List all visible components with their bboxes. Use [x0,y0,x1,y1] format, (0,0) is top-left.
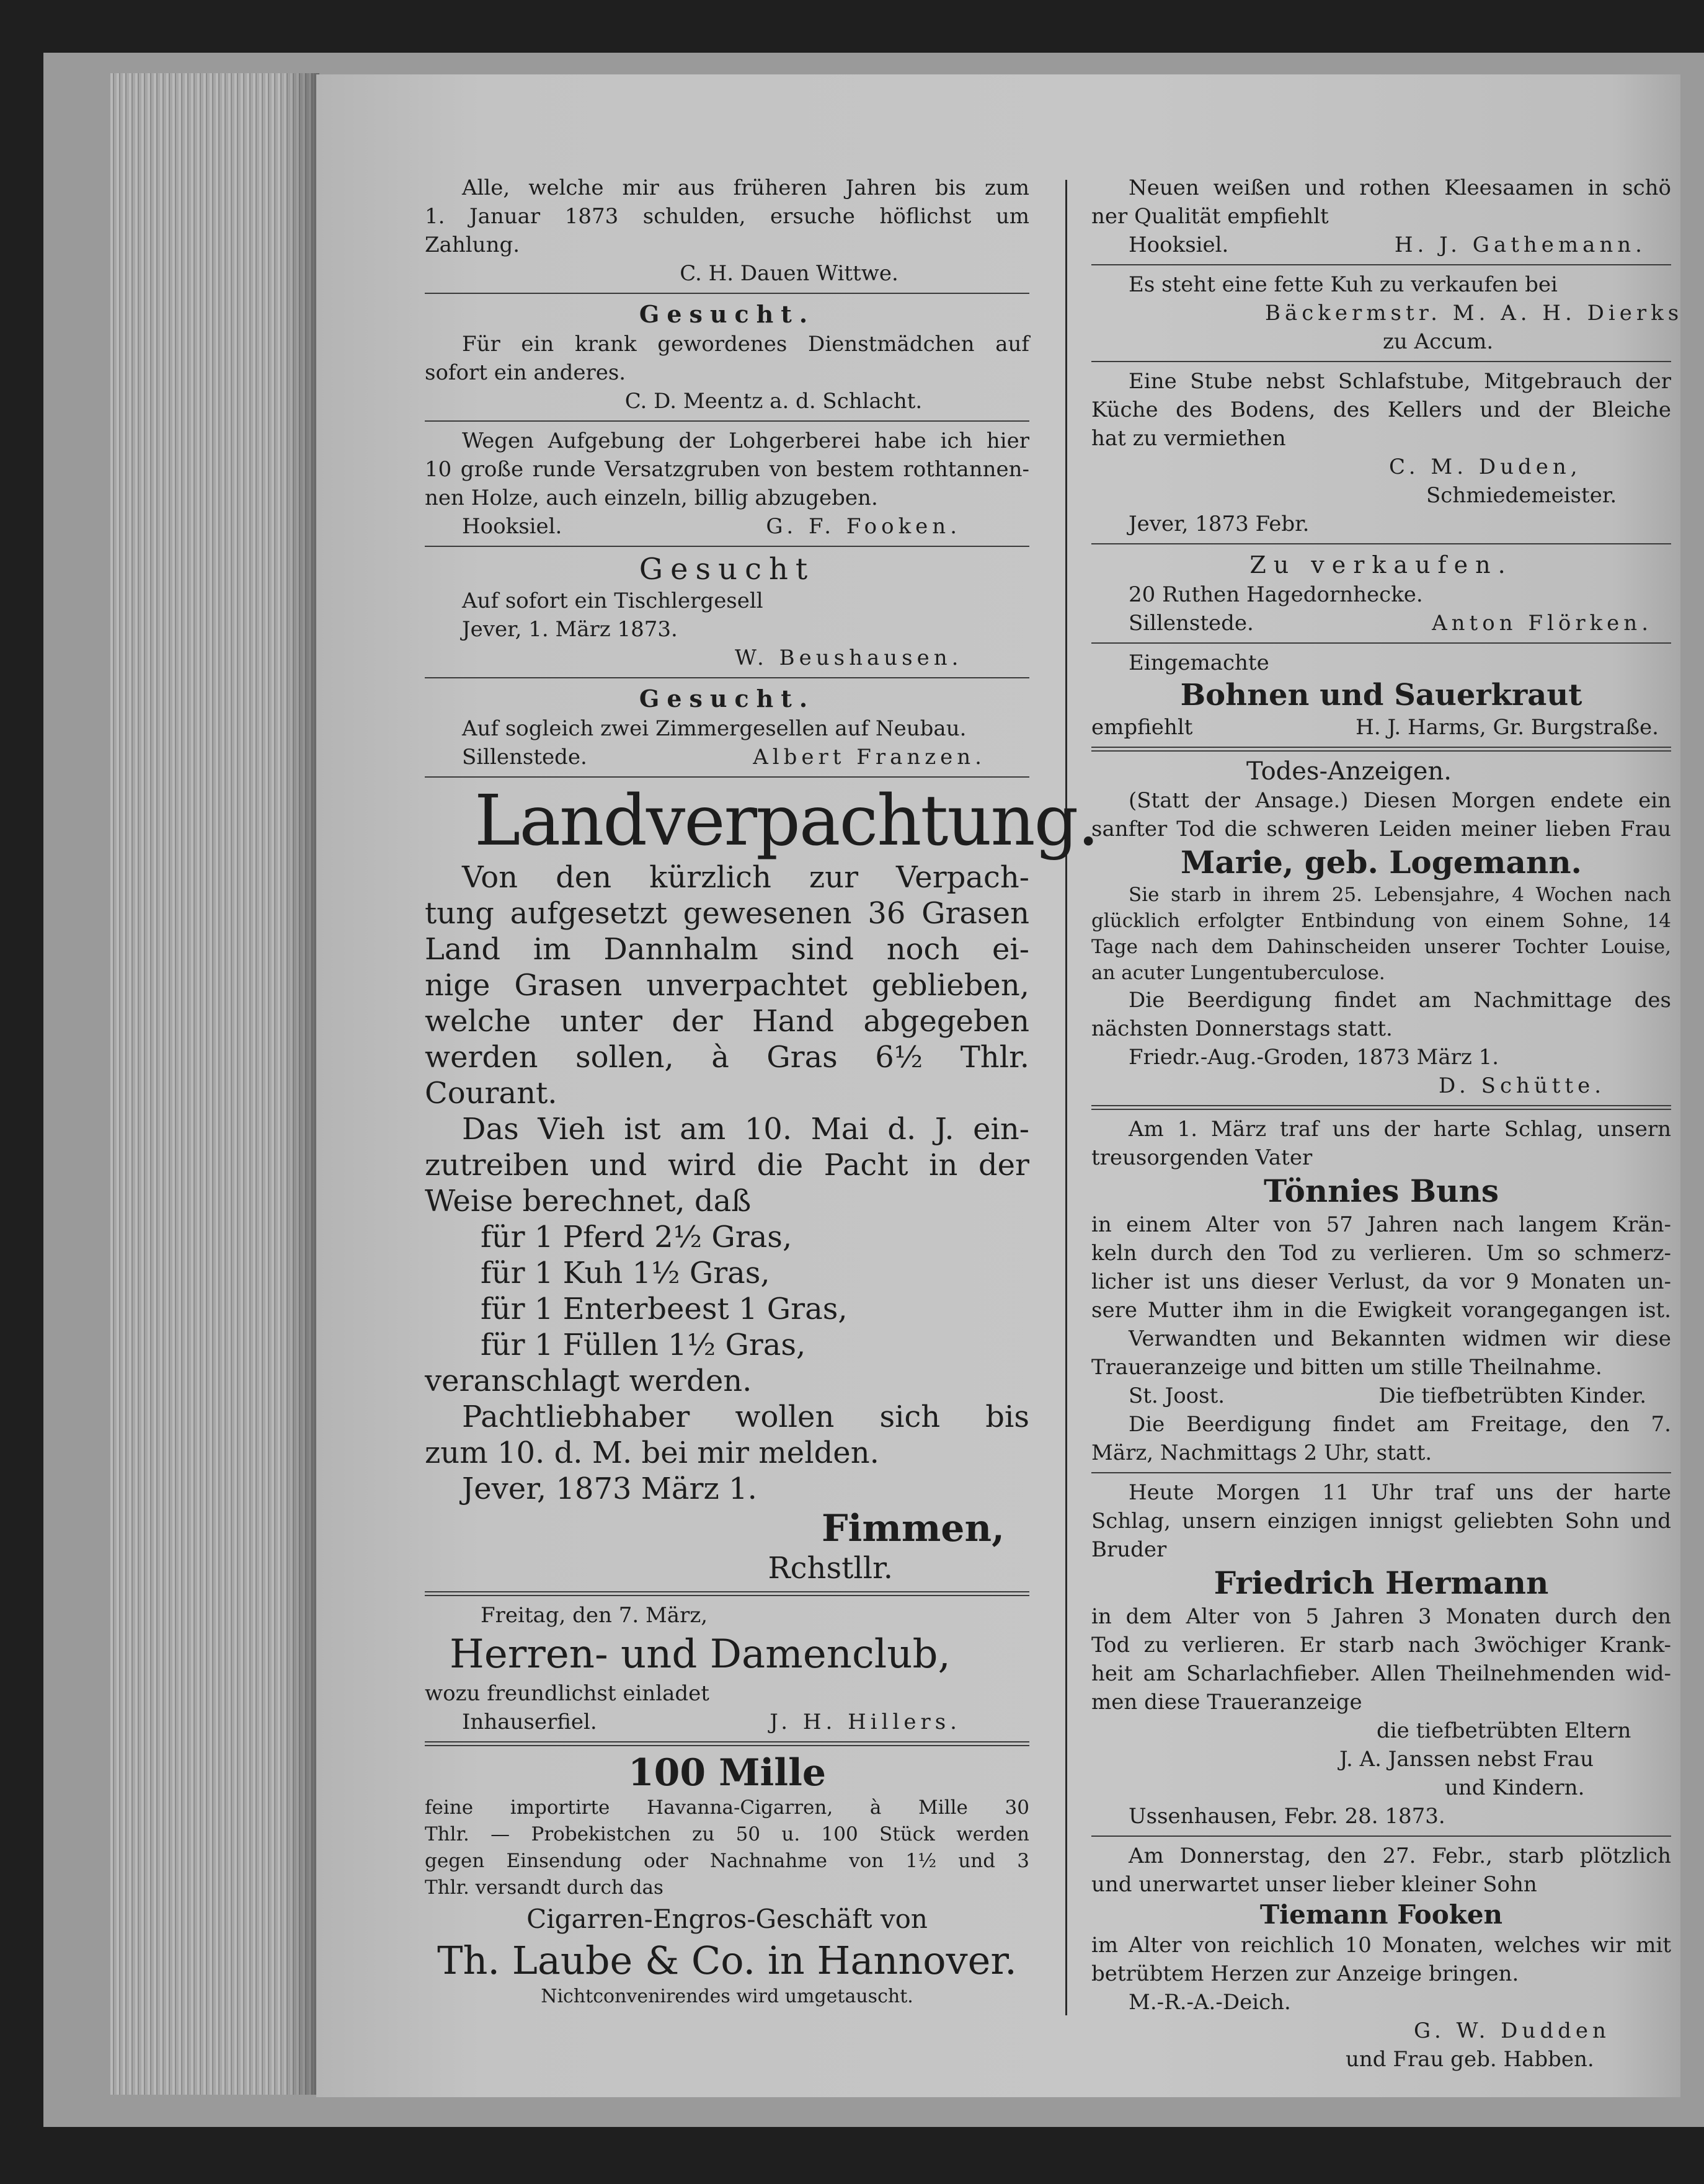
date: Freitag, den 7. März, [481,1603,708,1628]
separator [425,293,1029,294]
separator [1091,361,1671,362]
text-line: in dem Alter von 5 Jahren 3 Monaten durch den [1091,1604,1671,1629]
text-line: Heute Morgen 11 Uhr traf uns der harte [1129,1480,1671,1505]
page-gutter-shadow [282,73,319,2095]
notice-cigarren [425,1751,1029,2009]
text-line: gegen Einsendung oder Nachnahme von 1½ und 3 [425,1850,1029,1872]
notice-zu-verkaufen [1091,549,1671,637]
notice-gesucht-tischler [425,552,1029,672]
text-line: treusorgenden Vater [1091,1145,1313,1170]
separator [425,546,1029,547]
separator [1091,642,1671,644]
signature: C. M. Duden, [1389,455,1582,479]
text-line: sere Mutter ihm in die Ewigkeit vorangegangen ist. [1091,1298,1671,1323]
notice-gesucht-zimmergesellen [425,683,1029,771]
text-line: Es steht eine fette Kuh zu verkaufen bei [1129,272,1558,297]
text-line: Am 1. März traf uns der harte Schlag, unsern [1129,1117,1671,1142]
text-line: Pachtliebhaber wollen sich bis [462,1400,1029,1434]
text-line: Die Beerdigung findet am Nachmittage des [1129,988,1671,1013]
signature: W. Beushausen. [735,646,963,670]
signature: D. Schütte. [1439,1073,1606,1098]
text-line: werden sollen, à Gras 6½ Thlr. [425,1040,1029,1075]
text-line: Das Vieh ist am 10. Mai d. J. ein- [462,1112,1029,1147]
signature: die tiefbetrübten Eltern [1377,1718,1631,1743]
text-line: Die Beerdigung findet am Freitage, den 7. [1129,1412,1671,1437]
text-line: Alle, welche mir aus früheren Jahren bis zum [462,175,1029,200]
notice-friedrich-hermann [1091,1478,1671,1831]
heading: Gesucht. [639,300,815,328]
text-line: men diese Traueranzeige [1091,1690,1362,1715]
notice-toennies-buns [1091,1115,1671,1467]
text-line: und unerwartet unser lieber kleiner Sohn [1091,1872,1537,1897]
firm-name: Th. Laube & Co. in Hannover. [437,1938,1017,1983]
text-line: nen Holze, auch einzeln, billig abzugeben. [425,486,878,510]
text-line: Weise berechnet, daß [425,1184,752,1219]
left-column [425,174,1098,2009]
text-line: ner Qualität empfiehlt [1091,204,1329,229]
heading: Zu verkaufen. [1249,551,1513,579]
separator [1091,264,1671,265]
signature: und Kindern. [1445,1775,1585,1800]
deceased-name: Marie, geb. Logemann. [1181,844,1582,881]
place: Inhauserfiel. [462,1710,597,1734]
list-item: für 1 Enterbeest 1 Gras, [481,1292,848,1326]
place: Sillenstede. [462,745,587,770]
notice-versatzgruben [425,427,1029,541]
text-line: Courant. [425,1076,557,1111]
heading: Gesucht. [639,685,815,712]
text-line: zum 10. d. M. bei mir melden. [425,1436,879,1470]
text-line: Wegen Aufgebung der Lohgerberei habe ich hier [462,428,1029,453]
signature: Die tiefbetrübten Kinder. [1378,1383,1646,1408]
notice-gesucht-dienstmaedchen [425,299,1029,415]
text-line: Jever, 1873 März 1. [462,1472,757,1506]
text-line: (Statt der Ansage.) Diesen Morgen endete ein [1129,788,1671,813]
notice-dauen [425,174,1029,288]
text-line: in einem Alter von 57 Jahren nach langem Krän- [1091,1212,1671,1237]
place: St. Joost. [1129,1383,1225,1408]
text-line: wozu freundlichst einladet [425,1681,709,1706]
text-line: Thlr. versandt durch das [425,1876,663,1899]
text-line: nächsten Donnerstags statt. [1091,1016,1393,1041]
notice-todes-anzeigen [1091,757,1671,1100]
separator [425,1741,1029,1746]
text-line: Bruder [1091,1537,1167,1562]
notice-kuh-verkaufen [1091,270,1684,356]
ad-title: Herren- und Damenclub, [450,1631,951,1677]
signature-title: Schmiedemeister. [1426,483,1617,508]
deceased-name: Tönnies Buns [1264,1173,1499,1209]
text-line: zu Accum. [1383,329,1494,354]
text-line: Eingemachte [1129,650,1269,675]
separator [1091,1836,1671,1837]
text-line: Auf sofort ein Tischlergesell [462,588,763,613]
signature: C. D. Meentz a. d. Schlacht. [624,389,923,414]
separator [1091,1105,1671,1110]
signature: H. J. Gathemann. [1394,233,1646,257]
separator [425,1591,1029,1596]
signature: G. F. Fooken. [766,514,961,539]
signature: G. W. Dudden [1414,2018,1610,2043]
text-line: Auf sogleich zwei Zimmergesellen auf Neubau. [462,716,967,741]
signature: Anton Flörken. [1432,611,1653,636]
text-line: Küche des Bodens, des Kellers und der Bleiche [1091,397,1671,422]
text-line: betrübtem Herzen zur Anzeige bringen. [1091,1961,1519,1986]
text-line: Bäckermstr. M. A. H. Dierks [1265,301,1684,326]
place: Sillenstede. [1129,611,1254,636]
text-line: sofort ein anderes. [425,360,626,385]
text-line: glücklich erfolgter Entbindung von einem Sohne, 14 [1091,910,1671,932]
text-line: März, Nachmittags 2 Uhr, statt. [1091,1440,1432,1465]
place: M.-R.-A.-Deich. [1129,1990,1291,2015]
text-line: 10 große runde Versatzgruben von bestem rothtannen- [425,457,1029,482]
column-divider [1065,180,1067,2015]
text-line: tung aufgesetzt gewesenen 36 Grasen [425,896,1029,931]
text-line: licher ist uns dieser Verlust, da vor 9 Monaten un- [1091,1269,1671,1294]
place-date: Ussenhausen, Febr. 28. 1873. [1129,1804,1445,1829]
text-line: im Alter von reichlich 10 Monaten, welches wir mit [1091,1933,1671,1958]
text-line: Jever, 1. März 1873. [462,617,678,642]
ad-title: Bohnen und Sauerkraut [1180,678,1582,712]
right-column [1091,174,1684,2074]
signature: und Frau geb. Habben. [1346,2047,1594,2072]
notice-stube-vermiethen [1091,367,1671,538]
section-heading: Todes-Anzeigen. [1246,757,1452,786]
signature: J. H. Hillers. [770,1710,961,1734]
text-line: Traueranzeige und bitten um stille Theilnahme. [1091,1355,1602,1380]
text-line: Neuen weißen und rothen Kleesaamen in schö [1129,175,1671,200]
signature: C. H. Dauen Wittwe. [680,261,899,286]
place: Hooksiel. [1129,233,1229,257]
list-item: für 1 Pferd 2½ Gras, [481,1220,792,1254]
text-line: Verwandten und Bekannten widmen wir diese [1129,1326,1671,1351]
text-line: nige Grasen unverpachtet geblieben, [425,968,1029,1003]
deceased-name: Tiemann Fooken [1259,1899,1503,1930]
text-line: Land im Dannhalm sind noch ei- [425,932,1029,967]
text-line: zutreiben und wird die Pacht in der [425,1148,1029,1183]
place: Hooksiel. [462,514,562,539]
text-line: an acuter Lungentuberculose. [1091,962,1385,984]
text-line: keln durch den Tod zu verlieren. Um so schmerz- [1091,1241,1671,1266]
text-line: 20 Ruthen Hagedornhecke. [1129,582,1423,607]
separator [425,677,1029,678]
text-line: Schlag, unsern einzigen innigst geliebten Sohn und [1091,1509,1671,1534]
notice-herren-damenclub [425,1601,1029,1736]
ad-title: Landverpachtung. [474,781,1098,861]
signature: H. J. Harms, Gr. Burgstraße. [1356,715,1659,740]
text-line: empfiehlt [1091,715,1193,740]
text-line: Thlr. — Probekistchen zu 50 u. 100 Stück werden [425,1823,1029,1845]
separator [1091,747,1671,752]
text-line: sanfter Tod die schweren Leiden meiner lieben Frau [1091,817,1671,841]
list-item: für 1 Kuh 1½ Gras, [481,1256,770,1290]
text-line: Tage nach dem Dahinscheiden unserer Tochter Louise, [1091,936,1671,958]
heading: Gesucht [639,552,815,587]
ad-title: 100 Mille [628,1751,827,1795]
text-line: Sie starb in ihrem 25. Lebensjahre, 4 Wochen nach [1129,884,1671,906]
separator [425,776,1029,778]
text-line: Tod zu verlieren. Er starb nach 3wöchiger Krank- [1091,1633,1671,1658]
text-line: hat zu vermiethen [1091,426,1286,451]
text-line: welche unter der Hand abgegeben [425,1004,1029,1039]
notice-kleesaamen [1091,174,1671,259]
text-line: heit am Scharlachfieber. Allen Theilnehmenden wid- [1091,1661,1671,1686]
notice-tiemann-fooken [1091,1842,1671,2074]
text-line: Für ein krank gewordenes Dienstmädchen auf [462,332,1029,357]
separator [1091,1472,1671,1473]
firm-line: Cigarren-Engros-Geschäft von [526,1904,928,1934]
deceased-name: Friedrich Hermann [1214,1565,1549,1601]
signature: Fimmen, [821,1507,1005,1550]
notice-sauerkraut [1091,649,1671,742]
text-line: Am Donnerstag, den 27. Febr., starb plötzlich [1129,1844,1671,1868]
text-line: feine importirte Havanna-Cigarren, à Mille 30 [425,1796,1029,1819]
text-line: Zahlung. [425,233,520,257]
place-date: Friedr.-Aug.-Groden, 1873 März 1. [1129,1045,1499,1070]
text-line: Eine Stube nebst Schlafstube, Mitgebrauch der [1129,369,1671,394]
date: Jever, 1873 Febr. [1129,512,1310,536]
separator [1091,543,1671,544]
list-item: für 1 Füllen 1½ Gras, [481,1328,806,1362]
text-line: veranschlagt werden. [425,1364,752,1398]
text-line: 1. Januar 1873 schulden, ersuche höflichst um [425,204,1029,229]
signature: Albert Franzen. [753,745,986,770]
notice-landverpachtung [425,781,1098,1586]
note: Nichtconvenirendes wird umgetauscht. [541,1986,913,2007]
signature: J. A. Janssen nebst Frau [1339,1747,1594,1772]
signature-title: Rchstllr. [768,1551,893,1586]
text-line: Von den kürzlich zur Verpach- [462,860,1029,895]
separator [425,420,1029,422]
